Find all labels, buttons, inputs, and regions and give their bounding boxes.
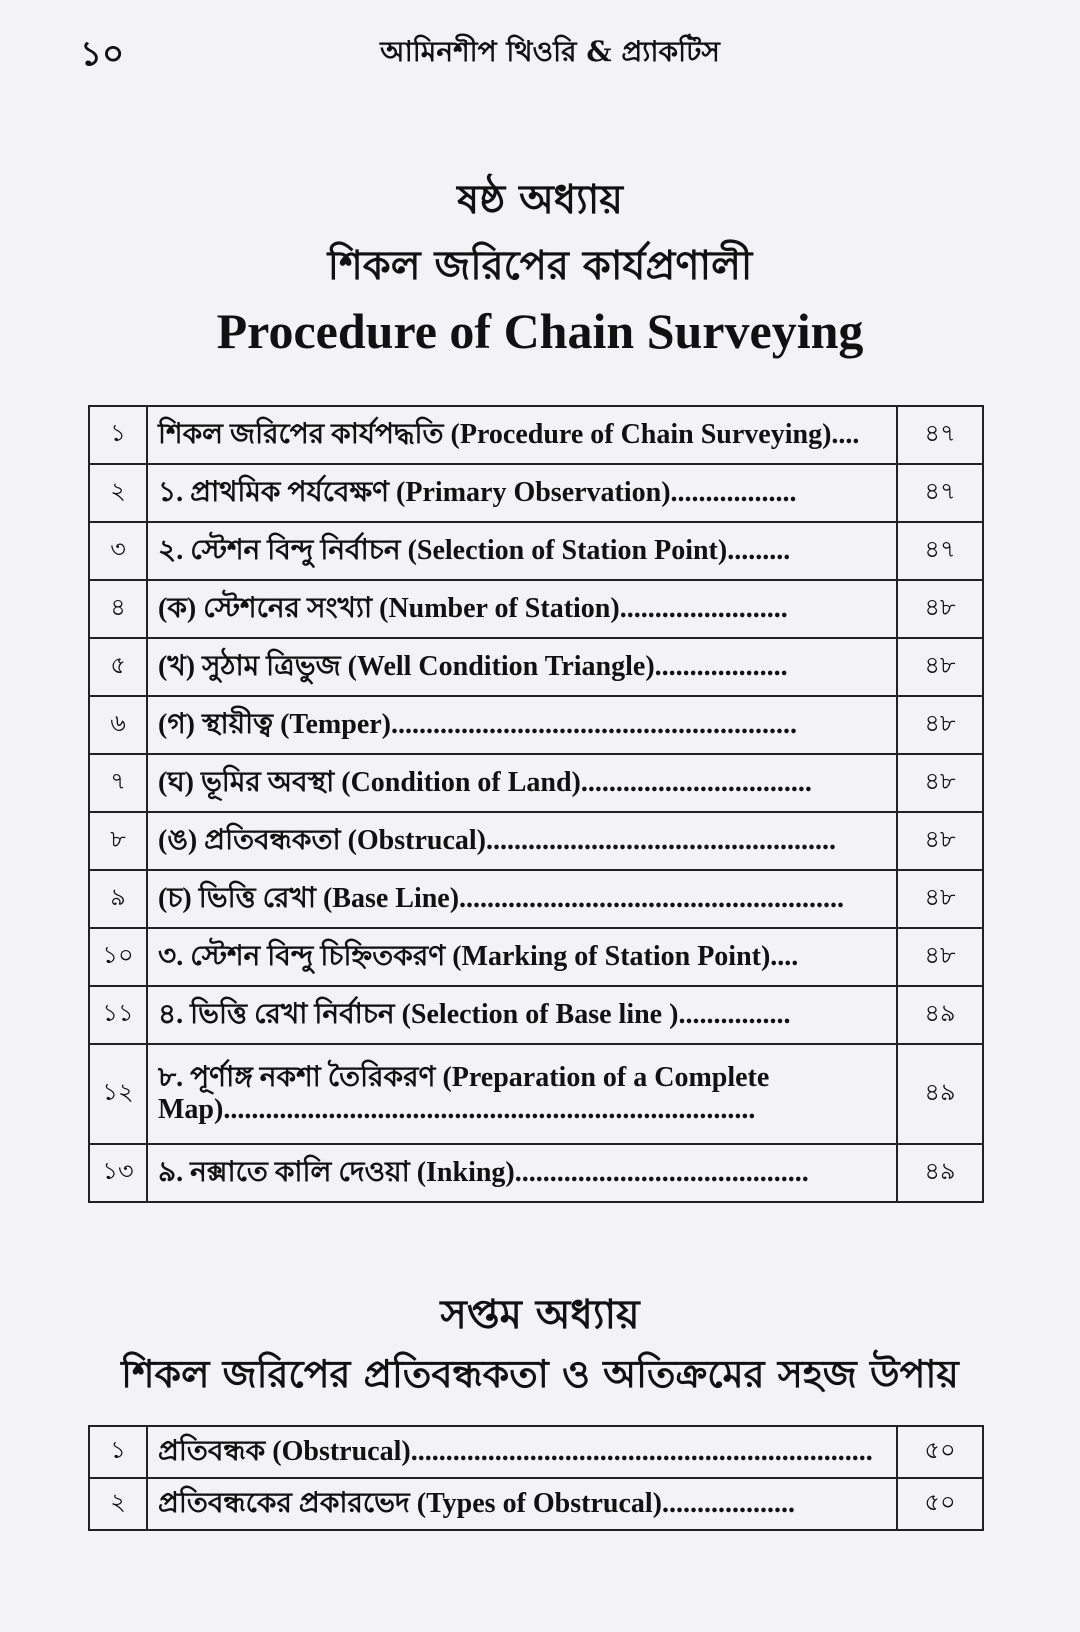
table-row [89, 580, 983, 638]
row-page-number: ৪৮ [897, 638, 983, 696]
row-number: ৬ [89, 696, 147, 754]
row-page-number: ৪৭ [897, 406, 983, 464]
chapter-6-contents-table [88, 405, 984, 1203]
row-page-number: ৪৭ [897, 464, 983, 522]
table-row [89, 1478, 983, 1530]
row-title: (গ) স্থায়ীত্ব (Temper).......................................................... [147, 696, 897, 754]
row-title: ৩. স্টেশন বিন্দু চিহ্নিতকরণ (Marking of Station Point).... [147, 928, 897, 986]
row-page-number: ৪৯ [897, 1044, 983, 1144]
table-row [89, 754, 983, 812]
row-title: ১. প্রাথমিক পর্যবেক্ষণ (Primary Observation).................. [147, 464, 897, 522]
row-number: ১ [89, 1426, 147, 1478]
row-page-number: ৪৮ [897, 696, 983, 754]
chapter-7-heading: সপ্তম অধ্যায় [440, 1291, 640, 1338]
table-row [89, 870, 983, 928]
row-number: ১০ [89, 928, 147, 986]
row-title: প্রতিবন্ধক (Obstrucal).................................................................. [147, 1426, 897, 1478]
table-row [89, 1144, 983, 1202]
chapter-6-english-title: Procedure of Chain Surveying [216, 303, 864, 359]
row-page-number: ৪৮ [897, 928, 983, 986]
row-page-number: ৪৮ [897, 754, 983, 812]
table-row [89, 1044, 983, 1144]
row-number: ৭ [89, 754, 147, 812]
row-title: ৮. পূর্ণাঙ্গ নকশা তৈরিকরণ (Preparation of a Complete Map)............................................................................ [147, 1044, 897, 1144]
row-title: প্রতিবন্ধকের প্রকারভেদ (Types of Obstrucal)................... [147, 1478, 897, 1530]
table-row [89, 522, 983, 580]
table-row [89, 1426, 983, 1478]
row-title: ৯. নক্সাতে কালি দেওয়া (Inking).......................................... [147, 1144, 897, 1202]
running-title: আমিনশীপ থিওরি & প্র্যাকটিস [380, 35, 720, 68]
chapter-7-contents-table [88, 1425, 984, 1531]
row-number: ২ [89, 464, 147, 522]
row-title: শিকল জরিপের কার্যপদ্ধতি (Procedure of Chain Surveying).... [147, 406, 897, 464]
row-title: (ক) স্টেশনের সংখ্যা (Number of Station)........................ [147, 580, 897, 638]
table-row [89, 696, 983, 754]
chapter-6-subtitle: শিকল জরিপের কার্যপ্রণালী [327, 242, 753, 289]
table-row [89, 464, 983, 522]
row-title: ২. স্টেশন বিন্দু নির্বাচন (Selection of Station Point)......... [147, 522, 897, 580]
row-page-number: ৪৮ [897, 812, 983, 870]
row-page-number: ৪৮ [897, 870, 983, 928]
row-number: ১৩ [89, 1144, 147, 1202]
row-page-number: ৫০ [897, 1478, 983, 1530]
row-page-number: ৪৮ [897, 580, 983, 638]
table-row [89, 986, 983, 1044]
row-title: (চ) ভিত্তি রেখা (Base Line)....................................................... [147, 870, 897, 928]
page-number: ১০ [80, 34, 125, 74]
row-page-number: ৪৭ [897, 522, 983, 580]
row-title: (ঙ) প্রতিবন্ধকতা (Obstrucal).................................................. [147, 812, 897, 870]
chapter-6-heading: ষষ্ঠ অধ্যায় [457, 176, 623, 223]
row-number: ১ [89, 406, 147, 464]
row-title: ৪. ভিত্তি রেখা নির্বাচন (Selection of Base line )................ [147, 986, 897, 1044]
table-row [89, 638, 983, 696]
row-number: ১২ [89, 1044, 147, 1144]
row-number: ১১ [89, 986, 147, 1044]
row-number: ৯ [89, 870, 147, 928]
chapter-7-subtitle: শিকল জরিপের প্রতিবন্ধকতা ও অতিক্রমের সহজ উপায় [121, 1351, 959, 1396]
row-number: ৫ [89, 638, 147, 696]
row-page-number: ৫০ [897, 1426, 983, 1478]
table-row [89, 928, 983, 986]
row-page-number: ৪৯ [897, 986, 983, 1044]
row-number: ৪ [89, 580, 147, 638]
row-page-number: ৪৯ [897, 1144, 983, 1202]
row-number: ২ [89, 1478, 147, 1530]
page-header [80, 28, 1020, 74]
table-row [89, 406, 983, 464]
row-title: (ঘ) ভূমির অবস্থা (Condition of Land)................................. [147, 754, 897, 812]
row-title: (খ) সুঠাম ত্রিভুজ (Well Condition Triangle)................... [147, 638, 897, 696]
row-number: ৮ [89, 812, 147, 870]
table-row [89, 812, 983, 870]
row-number: ৩ [89, 522, 147, 580]
